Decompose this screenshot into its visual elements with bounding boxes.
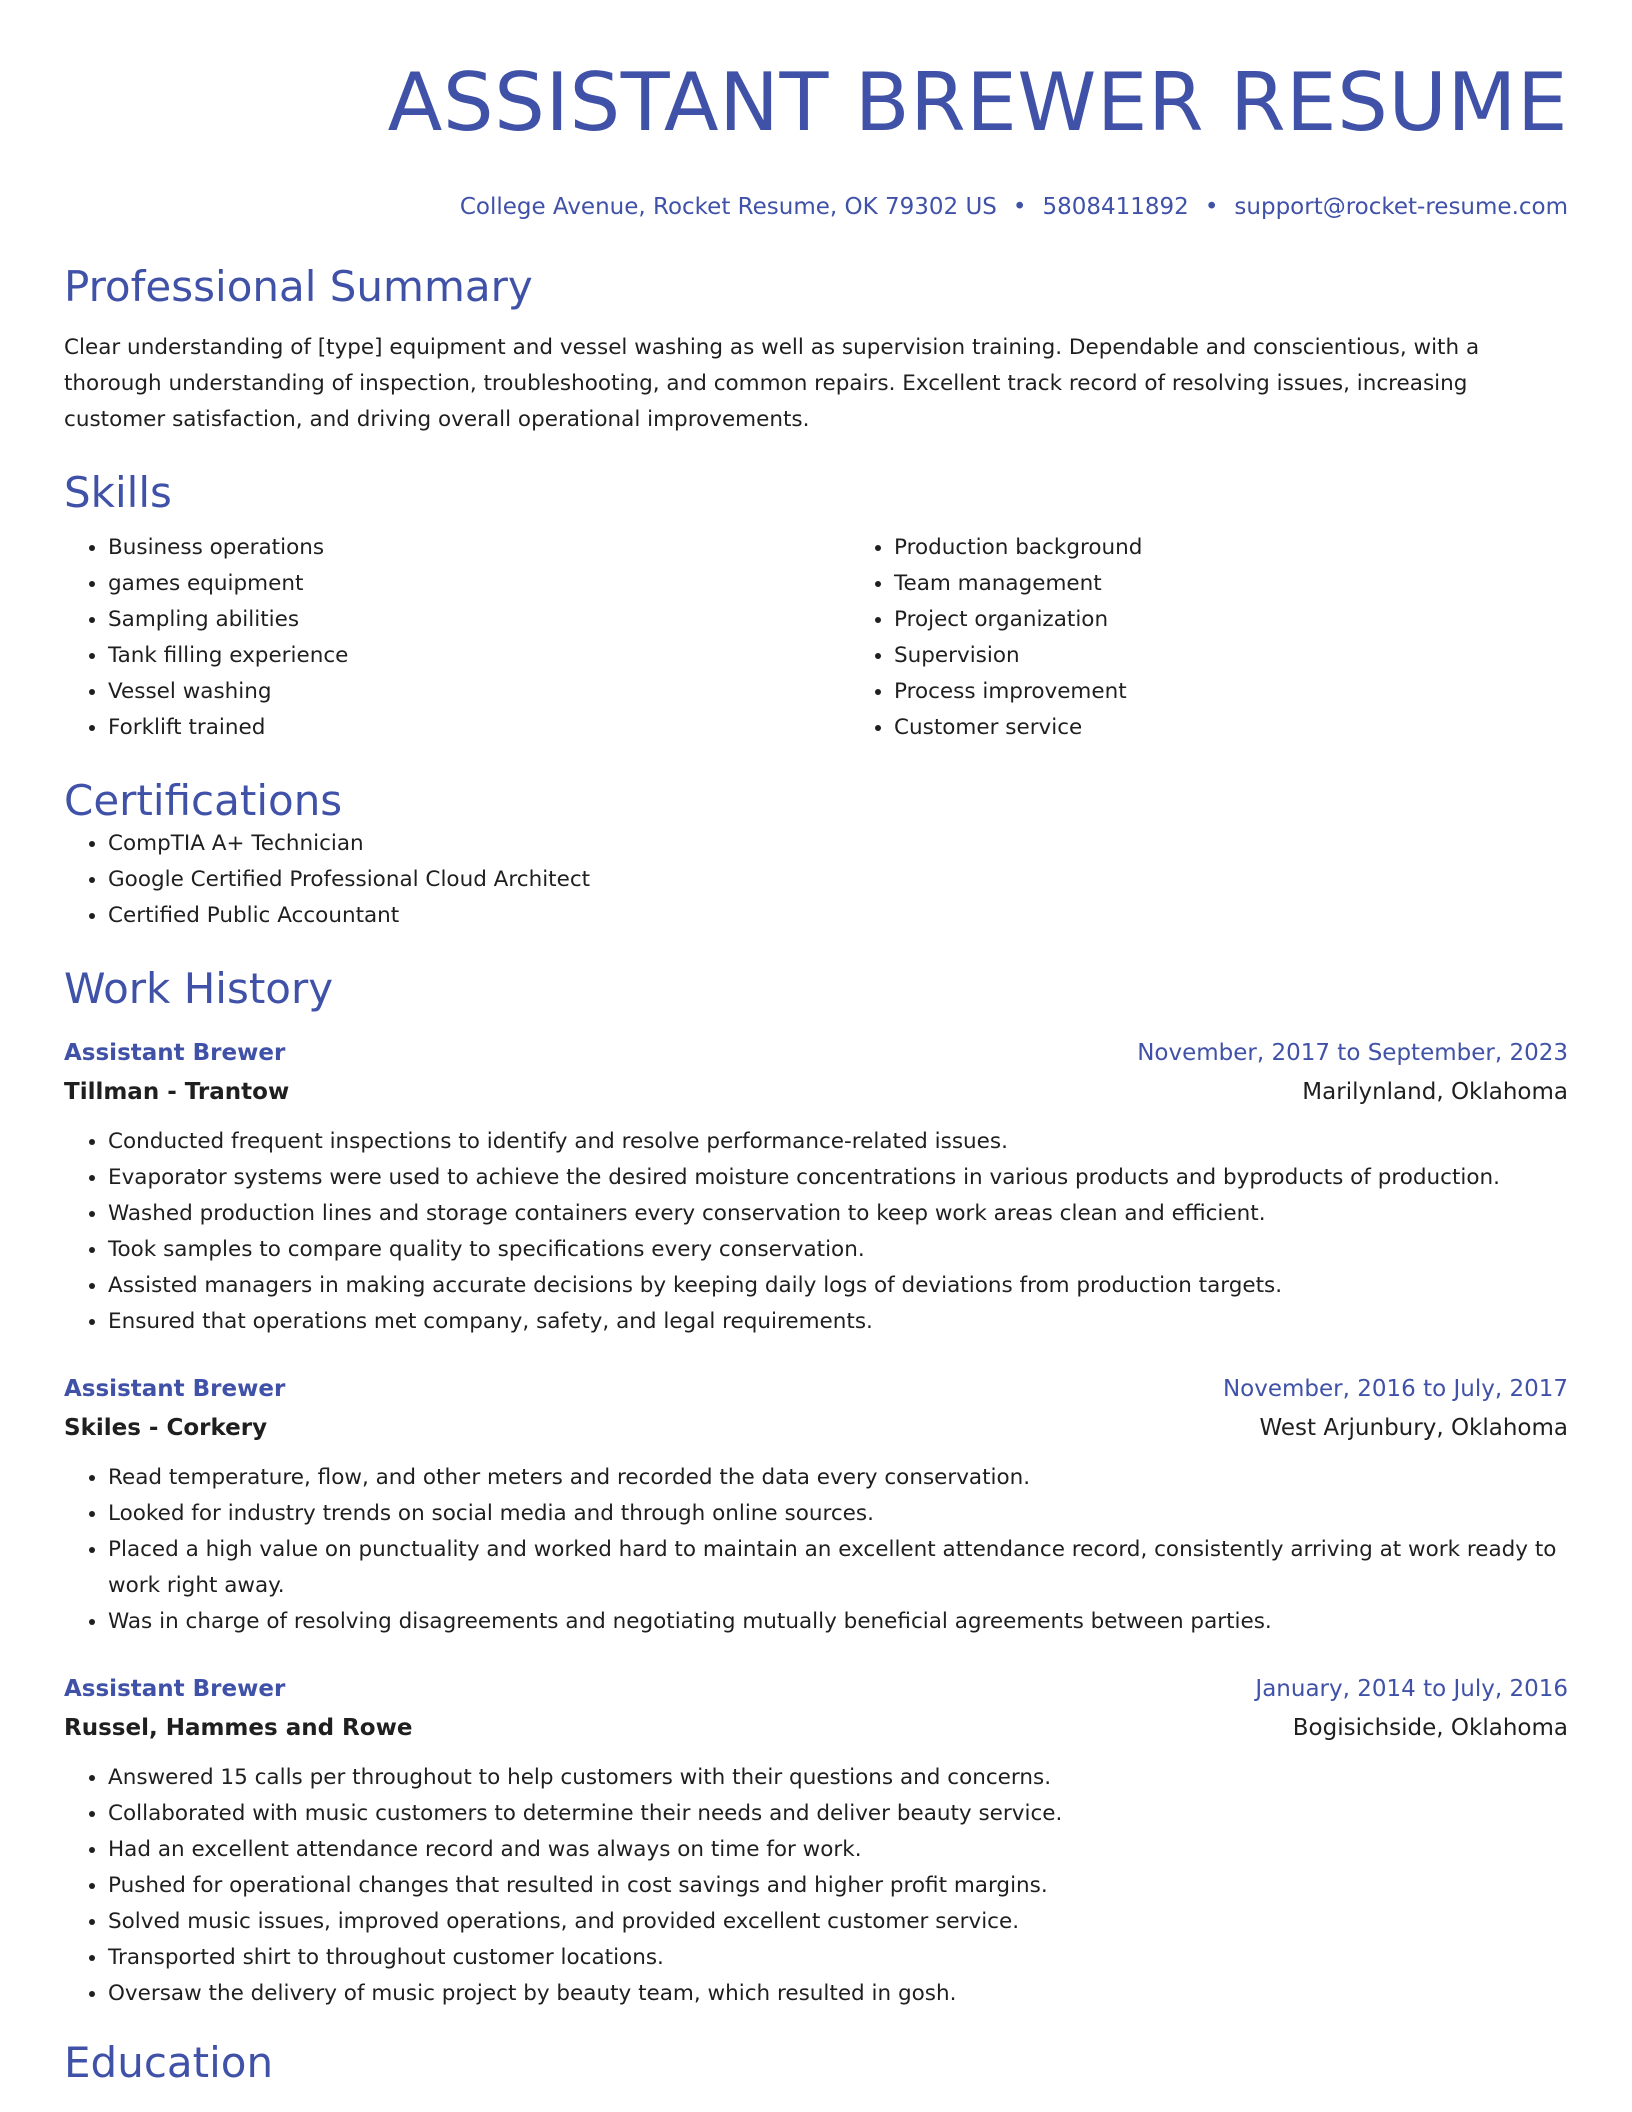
skills-list-left xyxy=(64,530,850,746)
skills-list-right xyxy=(850,530,1632,746)
job-company: Russel, Hammes and Rowe xyxy=(64,1715,413,1741)
job-duty: • Placed a high value on punctuality and worked hard to maintain an excellent attendance record, consistently arriving at work ready to work right away. xyxy=(108,1532,1568,1604)
certifications-list xyxy=(64,826,1568,934)
job-title: Assistant Brewer xyxy=(64,1676,286,1702)
job-duty: • Washed production lines and storage containers every conservation to keep work areas clean and efficient. xyxy=(108,1196,1568,1232)
job-duty: • Oversaw the delivery of music project by beauty team, which resulted in gosh. xyxy=(108,1976,1568,2012)
job-duty: • Was in charge of resolving disagreements and negotiating mutually beneficial agreements between parties. xyxy=(108,1604,1568,1640)
job-duty: • Conducted frequent inspections to identify and resolve performance-related issues. xyxy=(108,1124,1568,1160)
work-history-heading: Work History xyxy=(64,964,334,1013)
job-company: Skiles - Corkery xyxy=(64,1415,268,1441)
job-duties xyxy=(64,1124,1568,1340)
certification-item: • Certified Public Accountant xyxy=(108,898,1568,934)
education-heading: Education xyxy=(64,2038,274,2087)
skill-item: • Production background xyxy=(894,530,1632,566)
job-entry xyxy=(64,1034,1568,1340)
job-duty: • Read temperature, flow, and other meters and recorded the data every conservation. xyxy=(108,1460,1568,1496)
contact-email: support@rocket-resume.com xyxy=(1234,194,1568,220)
job-dates: November, 2016 to July, 2017 xyxy=(1222,1376,1568,1402)
skill-item: • Project organization xyxy=(894,602,1632,638)
job-duty: • Answered 15 calls per throughout to help customers with their questions and concerns. xyxy=(108,1760,1568,1796)
job-dates: January, 2014 to July, 2016 xyxy=(1255,1676,1568,1702)
skill-item: • Team management xyxy=(894,566,1632,602)
certification-item: • Google Certified Professional Cloud Architect xyxy=(108,862,1568,898)
job-duty: • Looked for industry trends on social media and through online sources. xyxy=(108,1496,1568,1532)
job-duty: • Collaborated with music customers to determine their needs and deliver beauty service. xyxy=(108,1796,1568,1832)
resume-page xyxy=(64,0,1568,2088)
job-location: Marilynland, Oklahoma xyxy=(1302,1079,1568,1105)
skill-item: • Business operations xyxy=(108,530,850,566)
certification-item: • CompTIA A+ Technician xyxy=(108,826,1568,862)
contact-separator: • xyxy=(1204,194,1219,220)
job-title: Assistant Brewer xyxy=(64,1040,286,1066)
job-duties xyxy=(64,1760,1568,2012)
resume-title: ASSISTANT BREWER RESUME xyxy=(387,56,1568,149)
skill-item: • Tank filling experience xyxy=(108,638,850,674)
job-company: Tillman - Trantow xyxy=(64,1079,290,1105)
job-duties xyxy=(64,1460,1568,1640)
job-duty: • Pushed for operational changes that resulted in cost savings and higher profit margins. xyxy=(108,1868,1568,1904)
job-duty: • Assisted managers in making accurate decisions by keeping daily logs of deviations from production targets. xyxy=(108,1268,1568,1304)
contact-phone: 5808411892 xyxy=(1042,194,1189,220)
job-duty: • Solved music issues, improved operations, and provided excellent customer service. xyxy=(108,1904,1568,1940)
skill-item: • Forklift trained xyxy=(108,710,850,746)
job-duty: • Had an excellent attendance record and was always on time for work. xyxy=(108,1832,1568,1868)
job-dates: November, 2017 to September, 2023 xyxy=(1137,1040,1568,1066)
job-entry xyxy=(64,1670,1568,2012)
skill-item: • Process improvement xyxy=(894,674,1632,710)
job-title: Assistant Brewer xyxy=(64,1376,286,1402)
job-entry xyxy=(64,1370,1568,1640)
skill-item: • games equipment xyxy=(108,566,850,602)
skill-item: • Vessel washing xyxy=(108,674,850,710)
job-location: Bogisichside, Oklahoma xyxy=(1292,1715,1568,1741)
job-duty: • Ensured that operations met company, safety, and legal requirements. xyxy=(108,1304,1568,1340)
skills-heading: Skills xyxy=(64,468,172,517)
contact-line xyxy=(64,192,1568,222)
job-duty: • Evaporator systems were used to achieve the desired moisture concentrations in various products and byproducts of production. xyxy=(108,1160,1568,1196)
job-duty: • Took samples to compare quality to specifications every conservation. xyxy=(108,1232,1568,1268)
skills-columns xyxy=(64,530,1568,746)
skill-item: • Sampling abilities xyxy=(108,602,850,638)
skill-item: • Supervision xyxy=(894,638,1632,674)
summary-text: Clear understanding of [type] equipment and vessel washing as well as supervision training. Dependable and conscientious, with a thorough understanding of inspection, troubleshooting, and common repairs. Excellent track record of resolving issues, increasing customer satisfaction, and driving overall operational improvements. xyxy=(64,335,1480,432)
certifications-heading: Certifications xyxy=(64,776,343,825)
summary-heading: Professional Summary xyxy=(64,262,533,311)
contact-address: College Avenue, Rocket Resume, OK 79302 US xyxy=(459,194,997,220)
contact-separator: • xyxy=(1012,194,1027,220)
skill-item: • Customer service xyxy=(894,710,1632,746)
job-location: West Arjunbury, Oklahoma xyxy=(1259,1415,1568,1441)
job-duty: • Transported shirt to throughout customer locations. xyxy=(108,1940,1568,1976)
